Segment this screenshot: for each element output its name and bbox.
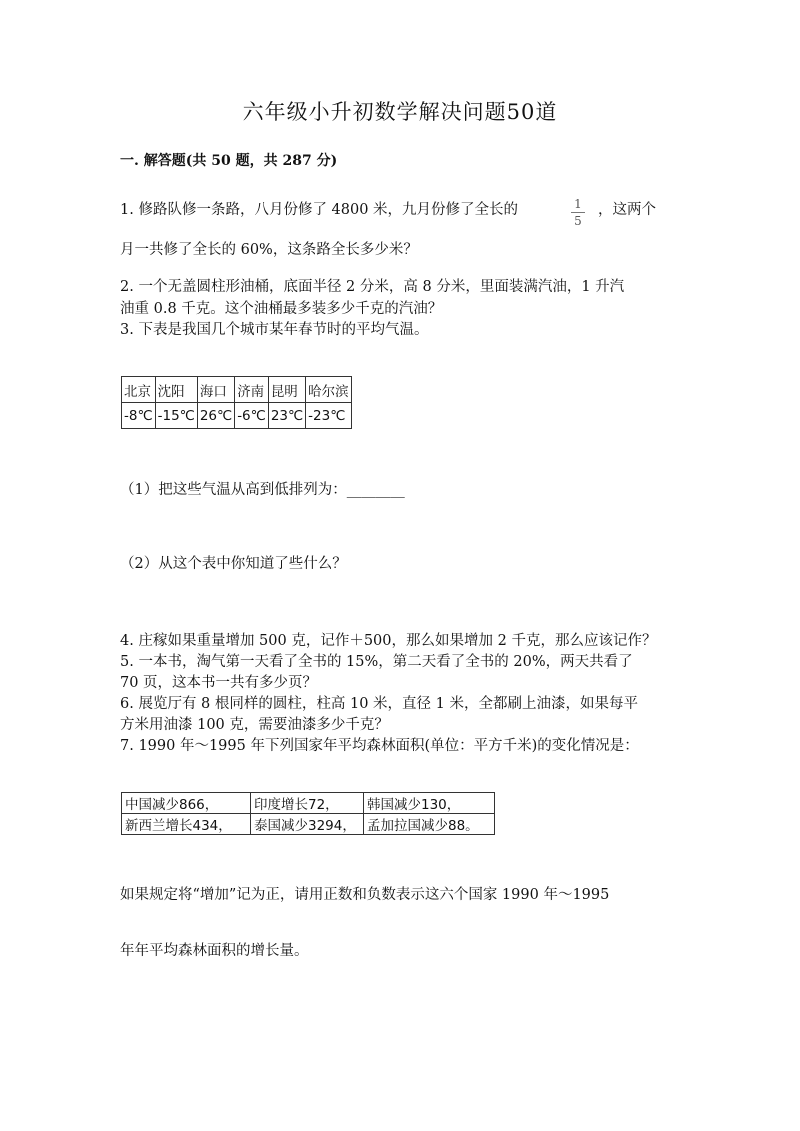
forest-cell: 孟加拉国减少88。 — [364, 814, 495, 835]
temperature-cell: -8℃ — [122, 403, 156, 429]
temperature-row — [122, 403, 352, 429]
q2-line1: 2. 一个无盖圆柱形油桶，底面半径 2 分米，高 8 分米，里面装满汽油，1 升汽 — [120, 279, 625, 295]
forest-cell: 印度增长72， — [251, 793, 364, 814]
page-title: 六年级小升初数学解决问题50道 — [242, 100, 558, 124]
temperature-cell: -23℃ — [306, 403, 352, 429]
city-cell: 昆明 — [268, 377, 305, 403]
q5-line1: 5. 一本书，淘气第一天看了全书的 15%，第二天看了全书的 20%，两天共看了 — [120, 654, 633, 670]
q7-line2: 如果规定将“增加”记为正，请用正数和负数表示这六个国家 1990 年～1995 — [120, 887, 610, 903]
city-cell: 哈尔滨 — [306, 377, 352, 403]
city-cell: 沈阳 — [155, 377, 197, 403]
temperature-cell: 23℃ — [268, 403, 305, 429]
forest-row — [122, 793, 495, 814]
temperature-cell: -6℃ — [235, 403, 269, 429]
forest-row — [122, 814, 495, 835]
forest-cell: 中国减少866， — [122, 793, 251, 814]
q1-fraction — [571, 197, 585, 228]
q7-line3: 年年平均森林面积的增长量。 — [120, 943, 309, 959]
city-temperature-table — [121, 376, 352, 429]
q1-line2: 月一共修了全长的 60%，这条路全长多少米？ — [120, 242, 418, 258]
fraction-numerator: 1 — [574, 197, 582, 211]
forest-cell: 韩国减少130， — [364, 793, 495, 814]
q1-line1-after: ，这两个 — [598, 202, 656, 218]
section-heading: 一. 解答题(共 50 题，共 287 分) — [120, 153, 338, 169]
q5-line2: 70 页，这本书一共有多少页？ — [120, 675, 318, 691]
temperature-cell: -15℃ — [155, 403, 197, 429]
city-cell: 北京 — [122, 377, 156, 403]
city-cell: 济南 — [235, 377, 269, 403]
forest-area-table — [121, 792, 495, 835]
fraction-bar — [571, 212, 585, 213]
city-cell: 海口 — [197, 377, 234, 403]
q6-line2: 方米用油漆 100 克，需要油漆多少千克？ — [120, 717, 389, 733]
q1-line1-before: 1. 修路队修一条路，八月份修了 4800 米，九月份修了全长的 — [120, 202, 519, 218]
forest-cell: 新西兰增长434， — [122, 814, 251, 835]
q6-line1: 6. 展览厅有 8 根同样的圆柱，柱高 10 米，直径 1 米，全都刷上油漆，如果每平 — [120, 696, 638, 712]
temperature-cell: 26℃ — [197, 403, 234, 429]
q3-sub1: （1）把这些气温从高到低排列为：________ — [120, 482, 405, 498]
q3-sub2: （2）从这个表中你知道了些什么？ — [120, 556, 347, 572]
q4-line1: 4. 庄稼如果重量增加 500 克，记作＋500，那么如果增加 2 千克，那么应该记作？ — [120, 633, 657, 649]
q2-line2: 油重 0.8 千克。这个油桶最多装多少千克的汽油？ — [120, 301, 443, 317]
forest-cell: 泰国减少3294， — [251, 814, 364, 835]
q3-line1: 3. 下表是我国几个城市某年春节时的平均气温。 — [120, 322, 429, 338]
fraction-denominator: 5 — [574, 214, 582, 228]
q7-line1: 7. 1990 年～1995 年下列国家年平均森林面积(单位：平方千米)的变化情况是： — [120, 738, 639, 754]
city-row — [122, 377, 352, 403]
